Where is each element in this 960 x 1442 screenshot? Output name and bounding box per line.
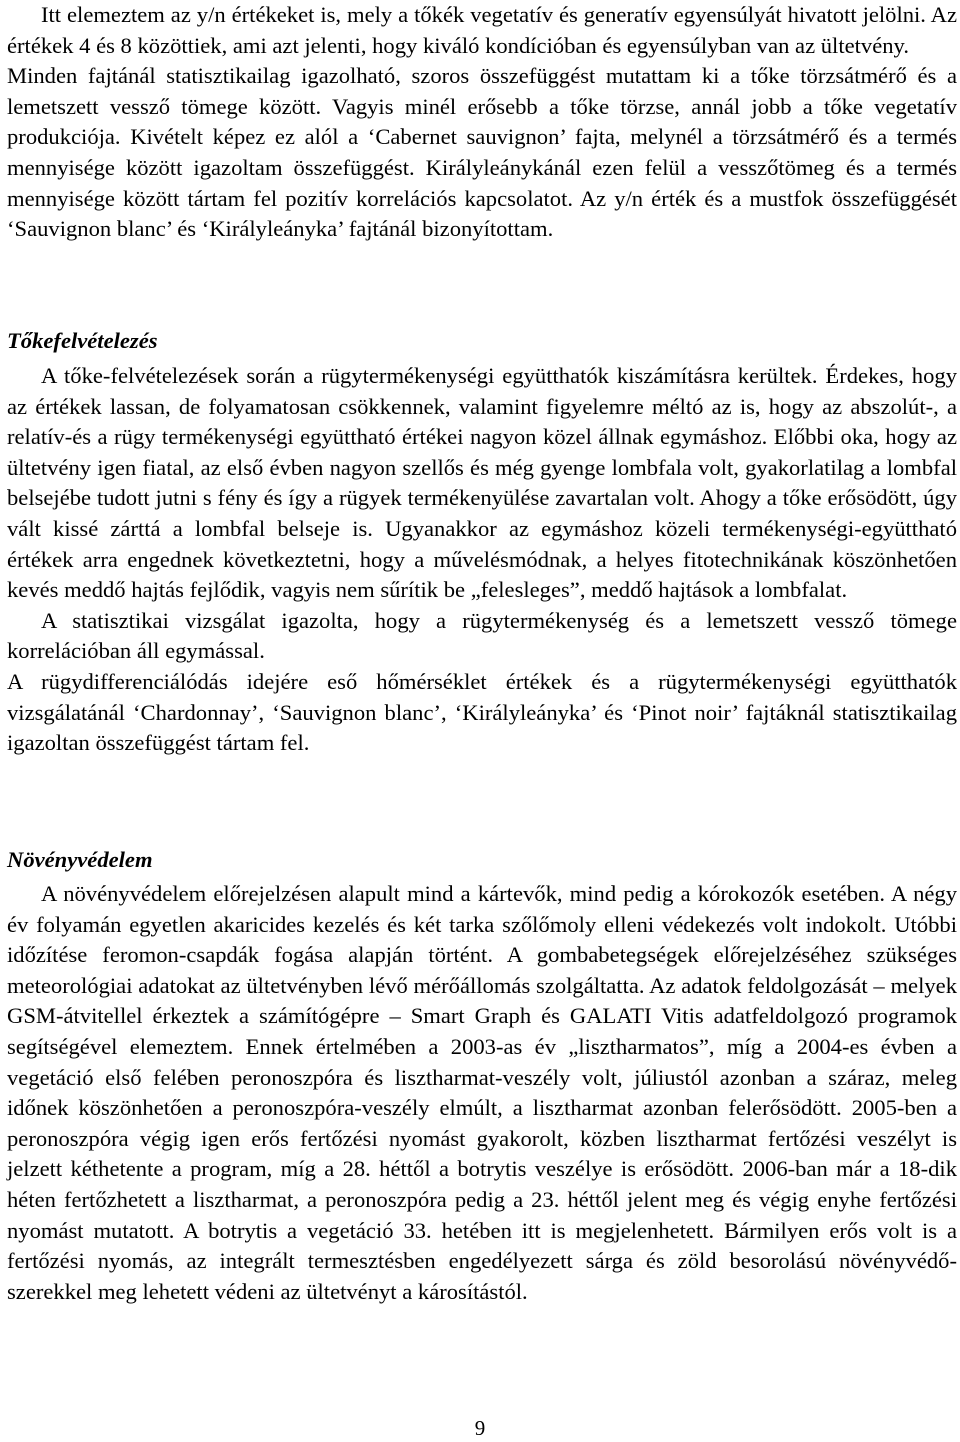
section-heading-tokefelvetelezes: Tőkefelvételezés [7, 328, 158, 353]
section-yn-analysis [7, 0, 957, 245]
section-tokefelvetelezes [7, 361, 957, 759]
paragraph: A tőke-felvételezések során a rügytermékenységi együtthatók kiszámításra kerültek. Érdekes, hogy az értékek lassan, de folyamatosan csökkennek, valamint figyelemre méltó az is, hogy az abszolút-, a relatív-és a rügy termékenységi együttható értékei nagyon közel állnak egymáshoz. Előbbi oka, hogy az ültetvény igen fiatal, az első évben nagyon szellős és még gyenge lombfala volt, gyakorlatilag a lombfal belsejébe tudott jutni s fény és így a rügyek termékenyülése zavartalan volt. Ahogy a tőke erősödött, úgy vált kissé zárttá a lombfal belseje is. Ugyanakkor az egymáshoz közeli termékenységi-együttható értékek arra engednek következtetni, hogy a művelésmódnak, a helyes fitotechnikának köszönhetően kevés meddő hajtás fejlődik, vagyis nem sűrítik be „felesleges”, meddő hajtások a lombfalat. [7, 363, 957, 603]
paragraph: Minden fajtánál statisztikailag igazolható, szoros összefüggést mutattam ki a tőke törzsátmérő és a lemetszett vessző tömege között. Vagyis minél erősebb a tőke törzse, annál jobb a tőke vegetatív produkciója. Kivételt képez ez alól a ‘Cabernet sauvignon’ fajta, melynél a törzsátmérő és a termés mennyisége között igazoltam összefüggést. Királyleánykánál ezen felül a vesszőtömeg és a termés mennyisége között tártam fel pozitív korrelációs kapcsolatot. Az y/n érték és a mustfok összefüggését ‘Sauvignon blanc’ és ‘Királyleányka’ fajtánál bizonyítottam. [7, 63, 957, 242]
section-novenyvedelem [7, 879, 957, 1307]
page-number: 9 [474, 1416, 486, 1440]
paragraph: A növényvédelem előrejelzésen alapult mind a kártevők, mind pedig a kórokozók esetében. A négy év folyamán egyetlen akaricides kezelés és két tarka szőlőmoly elleni védekezés volt indokolt. Utóbbi időzítése feromon-csapdák fogása alapján történt. A gombabetegségek előrejelzéséhez szükséges meteorológiai adatokat az ültetvényben lévő mérőállomás szolgáltatta. Az adatok feldolgozását – melyek GSM-átvitellel érkeztek a számítógépre – Smart Graph és GALATI Vitis adatfeldolgozó programok segítségével elemeztem. Ennek értelmében a 2003-as év „lisztharmatos”, míg a 2004-es évben a vegetáció első felében peronoszpóra és lisztharmat-veszély volt, júliustól azonban a száraz, meleg időnek köszönhetően a peronoszpóra-veszély elmúlt, a lisztharmat azonban felerősödött. 2005-ben a peronoszpóra végig igen erős fertőzési nyomást gyakorolt, közben lisztharmat fertőzési veszélyt is jelzett kéthetente a program, míg a 28. héttől a botrytis veszélye is erősödött. 2006-ban már a 18-dik héten fertőzhetett a lisztharmat, a peronoszpóra pedig a 23. héttől jelent meg és végig enyhe fertőzési nyomást mutatott. A botrytis a vegetáció 33. hetében itt is megjelenhetett. Bármilyen erős volt is a fertőzési nyomás, az integrált termesztésben engedélyezett sárga és zöld besorolású növényvédő-szerekkel meg lehetett védeni az ültetvényt a károsítástól. [7, 881, 957, 1304]
paragraph: A statisztikai vizsgálat igazolta, hogy a rügytermékenység és a lemetszett vessző tömege korrelációban áll egymással. [7, 607, 957, 664]
paragraph: Itt elemeztem az y/n értékeket is, mely a tőkék vegetatív és generatív egyensúlyát hivatott jelölni. Az értékek 4 és 8 közöttiek, ami azt jelenti, hogy kiváló kondícióban és egyensúlyban van az ültetvény. [7, 2, 957, 58]
section-heading-novenyvedelem: Növényvédelem [7, 847, 153, 872]
paragraph: A rügydifferenciálódás idejére eső hőmérséklet értékek és a rügytermékenységi együtthatók vizsgálatánál ‘Chardonnay’, ‘Sauvignon blanc’, ‘Királyleányka’ és ‘Pinot noir’ fajtáknál statisztikailag igazoltan összefüggést tártam fel. [7, 668, 957, 756]
